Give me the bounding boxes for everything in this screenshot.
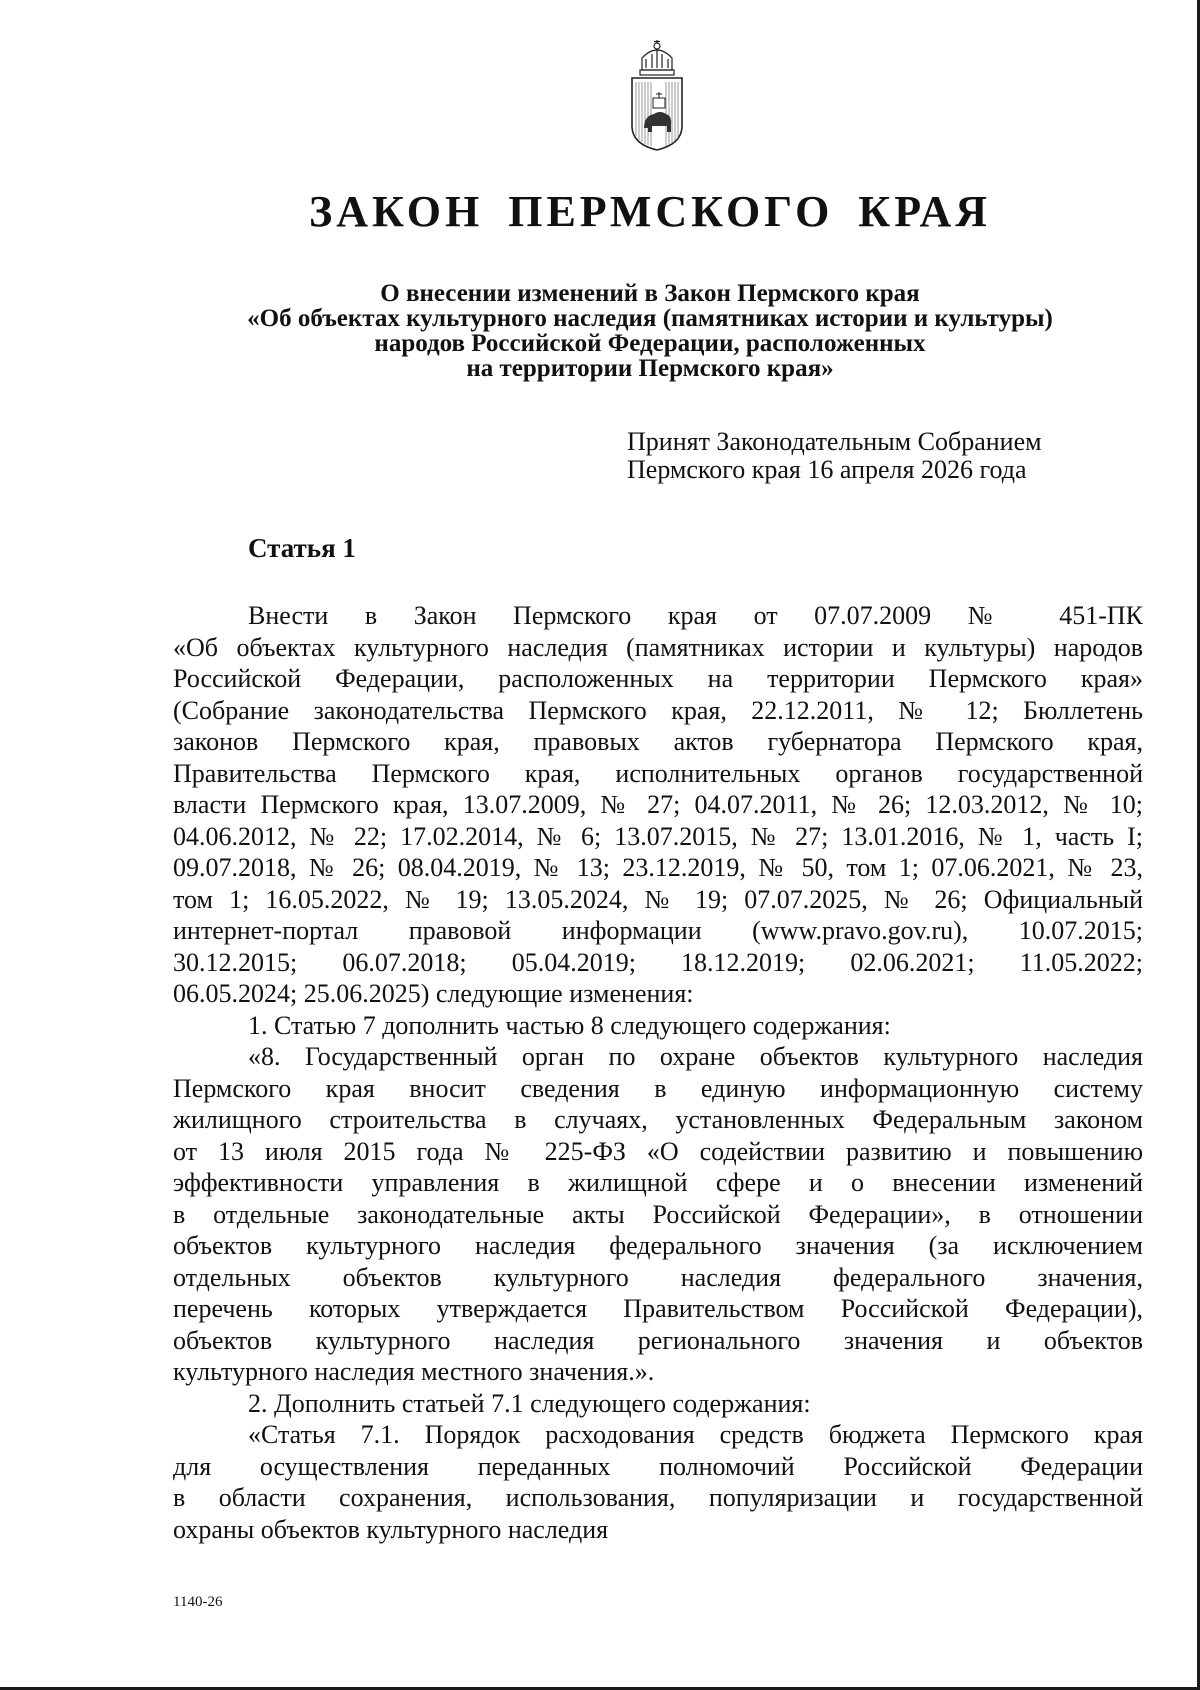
article-text-line: 06.05.2024; 25.06.2025) следующие изменения: <box>173 979 694 1008</box>
article-text-line: Правительства Пермского края, исполнительных органов государственной <box>173 758 1143 788</box>
article-text-line: «8. Государственный орган по охране объектов культурного наследия <box>248 1042 1143 1071</box>
article-text-line: «Статья 7.1. Порядок расходования средств бюджета Пермского края <box>248 1420 1143 1449</box>
document-code: 1140-26 <box>173 1594 223 1610</box>
adoption-line: Пермского края 16 апреля 2026 года <box>627 455 1027 484</box>
article-text-line: 2. Дополнить статьей 7.1 следующего содержания: <box>248 1388 811 1418</box>
article-text-line: охраны объектов культурного наследия <box>173 1514 609 1544</box>
article-text-line: перечень которых утверждается Правительством Российской Федерации), <box>173 1294 1143 1323</box>
subtitle-line: народов Российской Федерации, расположенных <box>374 330 926 357</box>
article-text-line: в отдельные законодательные акты Российской Федерации», в отношении <box>173 1199 1143 1229</box>
article-text-line: Пермского края вносит сведения в единую информационную систему <box>173 1073 1143 1103</box>
article-text-line: власти Пермского края, 13.07.2009, № 27; 04.07.2011, № 26; 12.03.2012, № 10; <box>173 790 1143 819</box>
article-text-line: том 1; 16.05.2022, № 19; 13.05.2024, № 19; 07.07.2025, № 26; Официальный <box>173 884 1143 914</box>
law-title: ЗАКОН ПЕРМСКОГО КРАЯ <box>308 187 992 236</box>
article-text-line: «Об объектах культурного наследия (памятниках истории и культуры) народов <box>173 632 1143 662</box>
article-text-line: 1. Статью 7 дополнить частью 8 следующего содержания: <box>248 1010 891 1040</box>
article-text-line: Российской Федерации, расположенных на территории Пермского края» <box>173 664 1143 693</box>
article-text-line: 09.07.2018, № 26; 08.04.2019, № 13; 23.12.2019, № 50, том 1; 07.06.2021, № 23, <box>173 853 1143 882</box>
adoption-note <box>627 428 1042 484</box>
article-text-line: жилищного строительства в случаях, установленных Федеральным законом <box>173 1105 1143 1134</box>
subtitle-line: О внесении изменений в Закон Пермского края <box>380 280 920 307</box>
subtitle-line: на территории Пермского края» <box>466 355 834 382</box>
law-subtitle <box>0 281 1200 381</box>
article-text-line: культурного наследия местного значения.». <box>173 1357 655 1386</box>
article-text-line: объектов культурного наследия регионального значения и объектов <box>173 1325 1143 1355</box>
article-text-line: в области сохранения, использования, популяризации и государственной <box>173 1483 1143 1512</box>
article-text-line: отдельных объектов культурного наследия федерального значения, <box>173 1262 1143 1292</box>
article-text-line: законов Пермского края, правовых актов губернатора Пермского края, <box>173 727 1143 756</box>
perm-krai-coat-of-arms-icon <box>622 40 692 152</box>
article-text-line: для осуществления переданных полномочий Российской Федерации <box>173 1451 1143 1481</box>
article-text-line: 30.12.2015; 06.07.2018; 05.04.2019; 18.12.2019; 02.06.2021; 11.05.2022; <box>173 947 1143 977</box>
article-text-line: Внести в Закон Пермского края от 07.07.2009 № 451-ПК <box>248 601 1143 630</box>
article-text-line: от 13 июля 2015 года № 225-ФЗ «О содействии развитию и повышению <box>173 1136 1143 1166</box>
article-text-line: (Собрание законодательства Пермского края, 22.12.2011, № 12; Бюллетень <box>173 695 1143 725</box>
article-heading: Статья 1 <box>248 533 356 563</box>
article-text-line: объектов культурного наследия федерального значения (за исключением <box>173 1231 1143 1260</box>
adoption-line: Принят Законодательным Собранием <box>627 427 1042 456</box>
article-text-line: 04.06.2012, № 22; 17.02.2014, № 6; 13.07.2015, № 27; 13.01.2016, № 1, часть I; <box>173 821 1143 851</box>
article-text-line: интернет-портал правовой информации (www.pravo.gov.ru), 10.07.2015; <box>173 916 1143 945</box>
subtitle-line: «Об объектах культурного наследия (памятниках истории и культуры) <box>247 305 1053 332</box>
article-text-line: эффективности управления в жилищной сфере и о внесении изменений <box>173 1168 1143 1197</box>
article-body <box>173 600 1143 1545</box>
